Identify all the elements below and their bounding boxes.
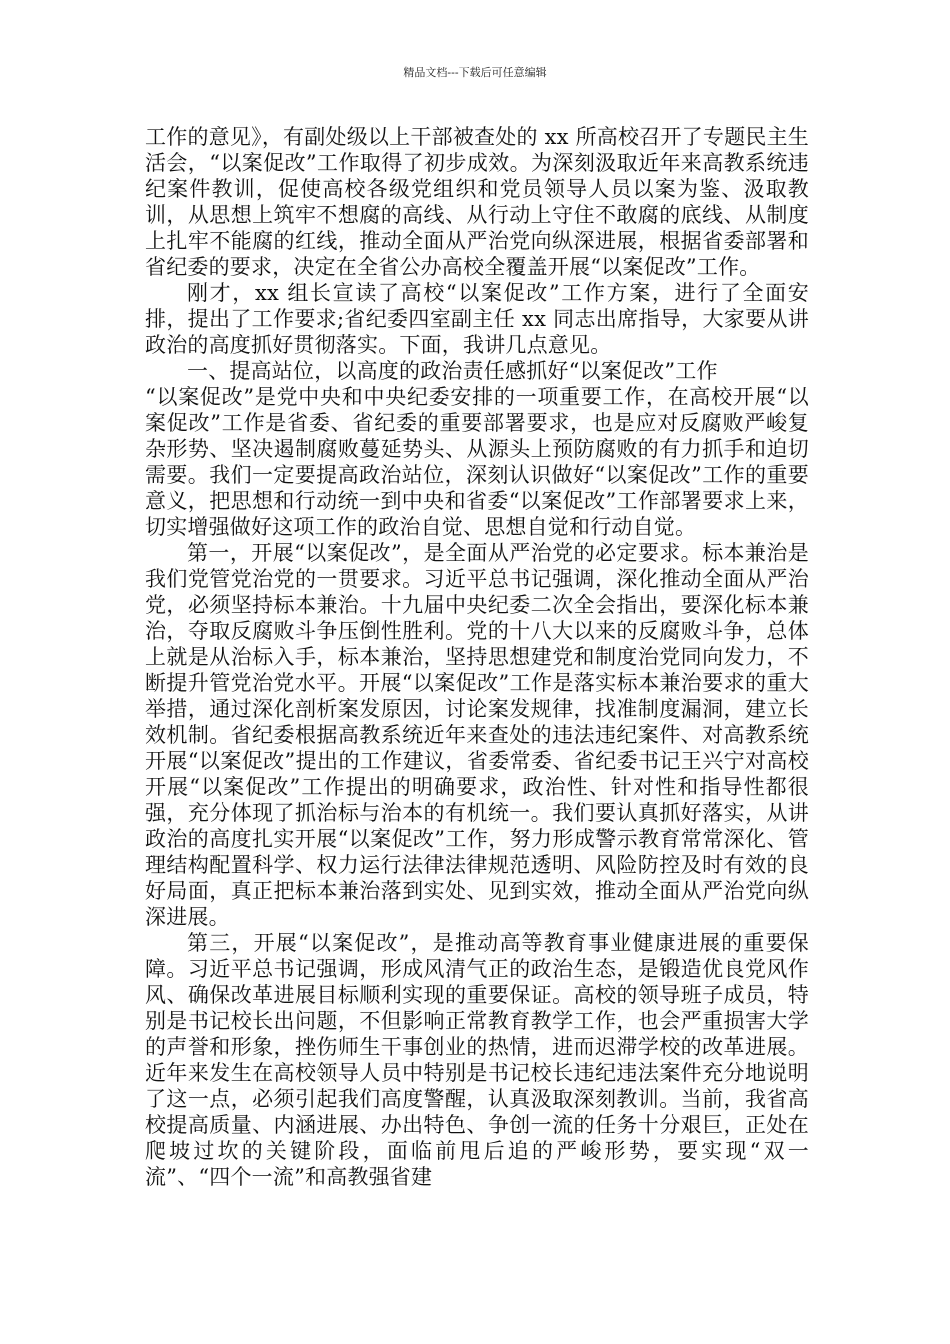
page-header: 精品文档---下载后可任意编辑 (403, 66, 547, 79)
paragraph-4: 第一，开展“以案促改”，是全面从严治党的必定要求。标本兼治是我们党管党治党的一贯要求。习近平总书记强调，深化推动全面从严治党，必须坚持标本兼治。十九届中央纪委二次全会指出，要深化标本兼治，夺取反腐败斗争压倒性胜利。党的十八大以来的反腐败斗争，总体上就是从治标入手，标本兼治，坚持思想建党和制度治党同向发力，不断提升管党治党水平。开展“以案促改”工作是落实标本兼治要求的重大举措，通过深化剖析案发原因，讨论案发规律，找准制度漏洞，建立长效机制。省纪委根据高教系统近年来查处的违法违纪案件、对高教系统开展“以案促改”提出的工作建议，省委常委、省纪委书记王兴宁对高校开展“以案促改”工作提出的明确要求，政治性、针对性和指导性都很强，充分体现了抓治标与治本的有机统一。我们要认真抓好落实，从讲政治的高度扎实开展“以案促改”工作，努力形成警示教育常常深化、管理结构配置科学、权力运行法律法律规范透明、风险防控及时有效的良好局面，真正把标本兼治落到实处、见到实效，推动全面从严治党向纵深进展。 (145, 541, 809, 929)
paragraph-1: 工作的意见》，有副处级以上干部被查处的 xx 所高校召开了专题民主生活会，“以案促改”工作取得了初步成效。为深刻汲取近年来高教系统违纪案件教训，促使高校各级党组织和党员领导人员以案为鉴、汲取教训，从思想上筑牢不想腐的高线、从行动上守住不敢腐的底线、从制度上扎牢不能腐的红线，推动全面从严治党向纵深进展，根据省委部署和省纪委的要求，决定在全省公办高校全覆盖开展“以案促改”工作。 (145, 125, 809, 279)
section-heading-1: 一、提高站位，以高度的政治责任感抓好“以案促改”工作 (187, 359, 718, 383)
paragraph-2: 刚才，xx 组长宣读了高校“以案促改”工作方案，进行了全面安排，提出了工作要求;省纪委四室副主任 xx 同志出席指导，大家要从讲政治的高度抓好贯彻落实。下面，我讲几点意见。 (145, 281, 809, 357)
document-body (145, 124, 809, 1190)
paragraph-5: 第三，开展“以案促改”，是推动高等教育事业健康进展的重要保障。习近平总书记强调，形成风清气正的政治生态，是锻造优良党风作风、确保改革进展目标顺利实现的重要保证。高校的领导班子成员，特别是书记校长出问题，不但影响正常教育教学工作，也会严重损害大学的声誉和形象，挫伤师生干事创业的热情，进而迟滞学校的改革进展。近年来发生在高校领导人员中特别是书记校长违纪违法案件充分地说明了这一点，必须引起我们高度警醒，认真汲取深刻教训。当前，我省高校提高质量、内涵进展、办出特色、争创一流的任务十分艰巨，正处在爬坡过坎的关键阶段，面临前甩后追的严峻形势，要实现“双一流”、“四个一流”和高教强省建 (145, 931, 809, 1189)
paragraph-3: “以案促改”是党中央和中央纪委安排的一项重要工作，在高校开展“以案促改”工作是省委、省纪委的重要部署要求，也是应对反腐败严峻复杂形势、坚决遏制腐败蔓延势头、从源头上预防腐败的有力抓手和迫切需要。我们一定要提高政治站位，深刻认识做好“以案促改”工作的重要意义，把思想和行动统一到中央和省委“以案促改”工作部署要求上来，切实增强做好这项工作的政治自觉、思想自觉和行动自觉。 (145, 385, 809, 539)
